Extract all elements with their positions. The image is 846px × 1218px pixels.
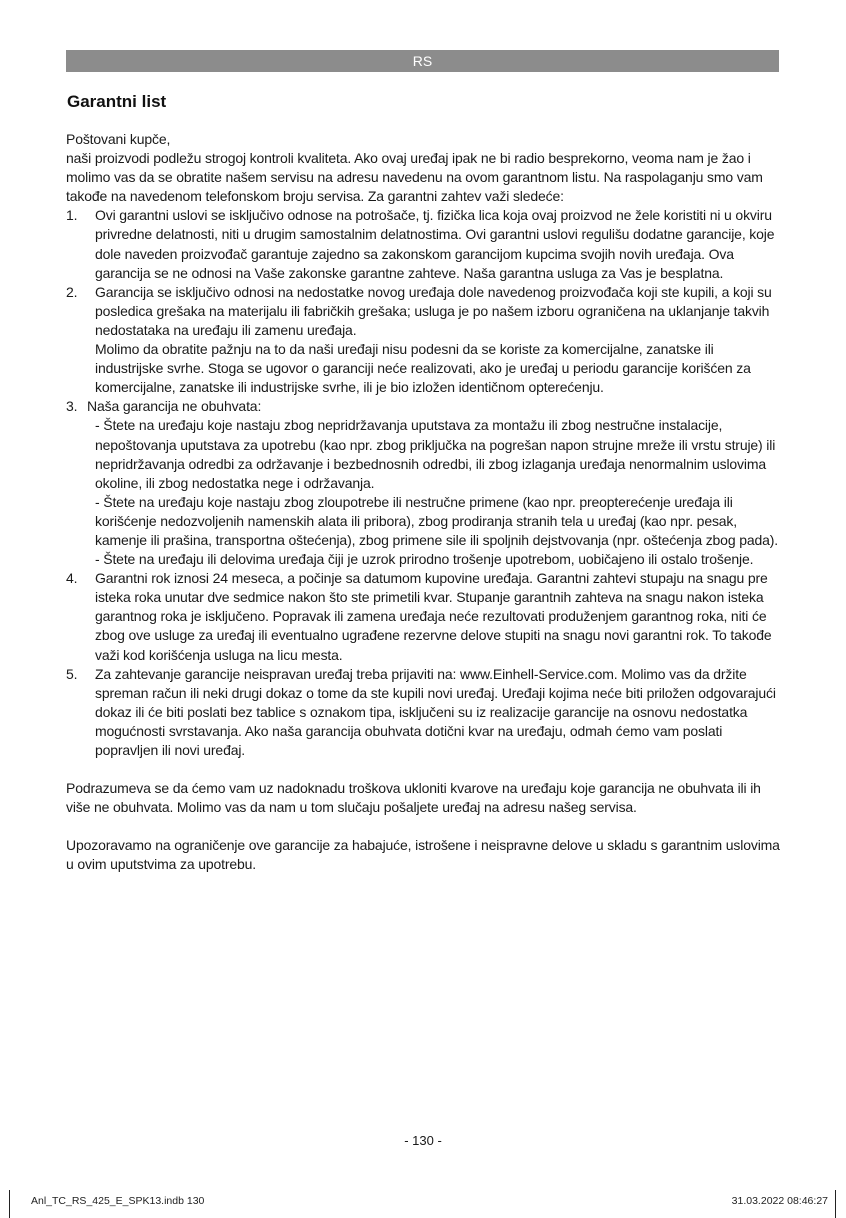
- item-text: Ovi garantni uslovi se isključivo odnose na potrošače, tj. fizička lica koja ovaj proizvod ne žele koristiti ni u okviru privredne delatnosti, niti u drugim samostalnim delatnostima. Ovi garantni uslovi regulišu dodatne garancije, koje dole naveden proizvođač garantuje zajedno sa zakonskom garancijom kupcima svojih novih uređaja. Ova garancija se ne odnosi na Vaše zakonske garantne zahteve. Naša garantna usluga za Vas je besplatna.: [95, 207, 775, 281]
- item-number: 5.: [66, 665, 78, 682]
- exclusion-text: - Štete na uređaju koje nastaju zbog nepridržavanja uputstava za montažu ili zbog nestručne instalacije, nepoštovanja uputstava za upotrebu (kao npr. zbog priključka na pogrešan napon strujne mreže ili vrstu struje) ili nepridržavanja odredbi za održavanje i bezbednosnih odredbi, ili zbog izlaganja uređaja nenormalnim uslovima okoline, ili zbog nedostatka nege i održavanja.: [95, 417, 776, 491]
- print-timestamp: 31.03.2022 08:46:27: [731, 1195, 828, 1207]
- item-number: 4.: [66, 570, 78, 587]
- language-header-bar: RS: [66, 50, 779, 72]
- closing-paragraph: Upozoravamo na ograničenje ove garancije za habajuće, istrošene i neispravne delove u skladu s garantnim uslovima u ovim uputstvima za upotrebu.: [66, 837, 780, 873]
- item-number: 3.: [66, 398, 78, 415]
- list-item: [66, 569, 782, 664]
- item-text: Garantni rok iznosi 24 meseca, a počinje sa datumom kupovine uređaja. Garantni zahtevi stupaju na snagu pre isteka roka unutar dve sedmice nakon što ste primetili kvar. Stupanje garantnih zahteva na snagu nakon isteka garantnog roka je isključeno. Popravak ili zamena uređaja neće rezultovati produženjem garantnog roka, niti će zbog ove usluge za uređaj ili eventualno ugrađene rezervne delove stupiti na snagu novi garantni rok. To takođe važi kod korišćenja usluga na licu mesta.: [95, 570, 772, 663]
- item-number: 2.: [66, 283, 78, 300]
- item-text: Za zahtevanje garancije neispravan uređaj treba prijaviti na: www.Einhell-Service.com. Molimo vas da držite spreman račun ili neki drugi dokaz o tome da ste kupili novi uređaj. Uređaji kojima neće biti priložen odgovarajući dokaz ili će biti poslati bez tablice s oznakom tipa, isključeni su iz realizacije garancije na osnovu nedostatka mogućnosti svrstavanja. Ako naša garancija obuhvata dotični kvar na uređaju, odmah ćemo vam poslati popravljen ili novi uređaj.: [95, 665, 776, 758]
- list-item: [66, 397, 782, 569]
- list-item: [66, 283, 782, 398]
- page-title: Garantni list: [67, 92, 167, 111]
- item-text: Garancija se isključivo odnosi na nedostatke novog uređaja dole navedenog proizvođača koji ste kupili, a koji su posledica grešaka na materijalu ili fabričkih grešaka; usluga je po našem izboru ograničena na uklanjanje takvih nedostataka na uređaju ili zamenu uređaja.: [95, 283, 772, 338]
- exclusion-text: - Štete na uređaju koje nastaju zbog zloupotrebe ili nestručne primene (kao npr. preopterećenje uređaja ili korišćenje nedozvoljenih namenskih alata ili pribora), zbog prodiranja stranih tela u uređaj (kao npr. pesak, kamenje ili prašina, transportna oštećenja), zbog primene sile ili spoljnih dejstvovanja (npr. oštećenja zbog pada).: [95, 493, 778, 548]
- exclusion-text: - Štete na uređaju ili delovima uređaja čiji je uzrok prirodno trošenje upotrebom, uobičajeno ili ostalo trošenje.: [95, 551, 754, 568]
- page-number: - 130 -: [404, 1133, 442, 1148]
- crop-mark-left: [9, 1190, 10, 1218]
- list-item: [66, 665, 782, 760]
- item-text: Molimo da obratite pažnju na to da naši uređaji nisu podesni da se koriste za komercijalne, zanatske ili industrijske svrhe. Stoga se ugovor o garanciji neće realizovati, ako je uređaj u periodu garancije korišćen za komercijalne, zanatske ili industrijske svrhe, ili je bio izložen identičnom opterećenju.: [95, 341, 751, 396]
- print-file-name: Anl_TC_RS_425_E_SPK13.indb 130: [31, 1195, 205, 1207]
- crop-mark-right: [835, 1190, 836, 1218]
- list-item: [66, 206, 782, 282]
- item-heading: Naša garancija ne obuhvata:: [87, 398, 262, 415]
- item-number: 1.: [66, 207, 78, 224]
- warranty-content: [66, 130, 782, 874]
- salutation: Poštovani kupče,: [66, 131, 171, 147]
- intro-paragraph: naši proizvodi podležu strogoj kontroli kvaliteta. Ako ovaj uređaj ipak ne bi radio besprekorno, veoma nam je žao i molimo vas da se obratite našem servisu na adresu navedenu na ovom garantnom listu. Na raspolaganju smo vam takođe na navedenom telefonskom broju servisa. Za garantni zahtev važi sledeće:: [66, 150, 763, 205]
- closing-paragraph: Podrazumeva se da ćemo vam uz nadoknadu troškova ukloniti kvarove na uređaju koje garancija ne obuhvata ili ih više ne obuhvata. Molimo vas da nam u tom slučaju pošaljete uređaj na adresu našeg servisa.: [66, 780, 761, 816]
- warranty-conditions-list: [66, 206, 782, 760]
